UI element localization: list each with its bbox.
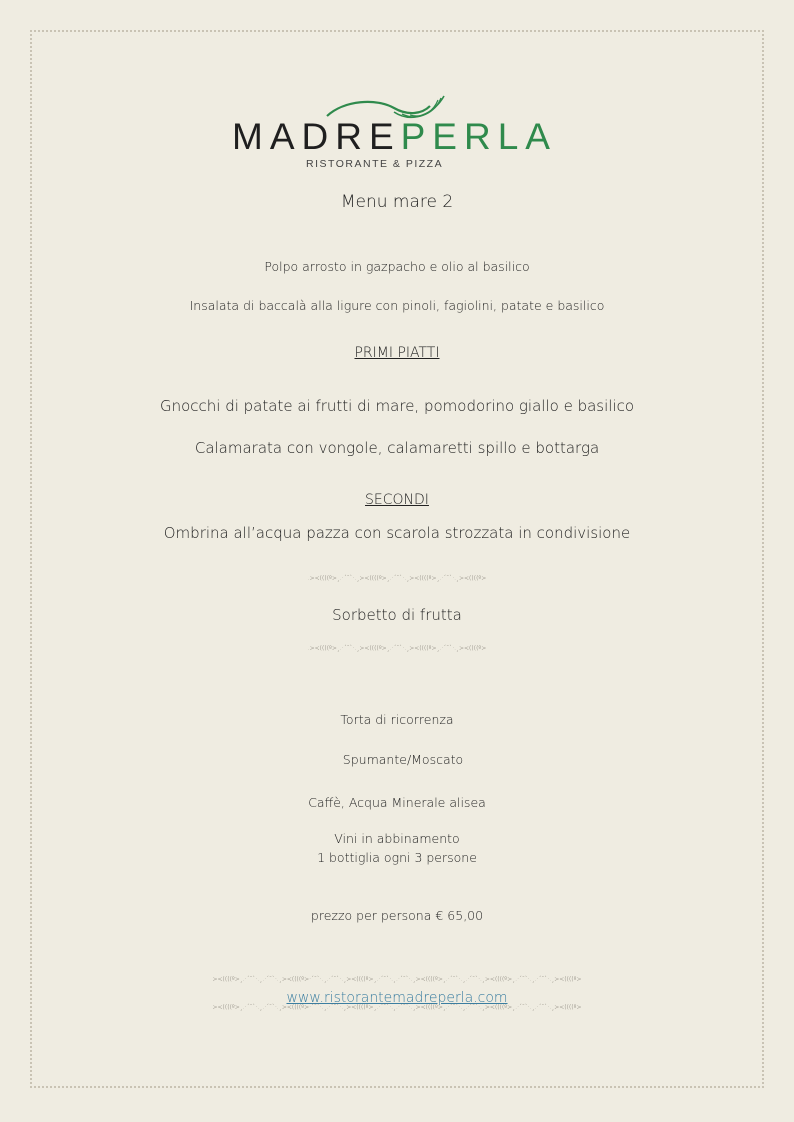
brand-tagline: RISTORANTE & PIZZA — [306, 158, 444, 170]
price: prezzo per persona € 65,00 — [310, 908, 484, 923]
brand-madre: MADRE — [232, 116, 401, 157]
brand-name — [232, 116, 557, 157]
caffe-item: Caffè, Acqua Minerale alisea — [308, 795, 486, 810]
page-border — [30, 30, 764, 1088]
footer-fish-divider: ><((((º>¸.·´¯`·.¸.·´¯`·.¸><((((º>·´¯`·.¸.·´¯`·.¸><((((º>¸.·´¯`·.¸.·´¯`·.¸><((((º>¸.·´¯`·.¸.·´¯`·.¸><((((º>¸.·´¯`·.¸.·´¯`·.¸><((((º> — [212, 976, 582, 983]
antipasto-item: Polpo arrosto in gazpacho e olio al basilico — [264, 259, 530, 274]
vini-line-2: 1 bottiglia ogni 3 persone — [317, 850, 477, 865]
primi-item: Gnocchi di patate ai frutti di mare, pomodorino giallo e basilico — [159, 397, 635, 415]
footer-fish-divider: ><((((º>¸.·´¯`·.¸.·´¯`·.¸><((((º>·´¯`·.¸.·´¯`·.¸><((((º>¸.·´¯`·.¸.·´¯`·.¸><((((º>¸.·´¯`·.¸.·´¯`·.¸><((((º>¸.·´¯`·.¸.·´¯`·.¸><((((º> — [212, 1004, 582, 1011]
primi-heading: PRIMI PIATTI — [354, 345, 440, 361]
secondi-heading: SECONDI — [365, 492, 429, 508]
sorbetto-item: Sorbetto di frutta — [332, 606, 462, 624]
brand-perla: PERLA — [400, 116, 557, 157]
torta-item: Torta di ricorrenza — [340, 712, 454, 727]
antipasto-item: Insalata di baccalà alla ligure con pinoli, fagiolini, patate e basilico — [189, 298, 605, 313]
fish-divider: .><((((º>¸.·´¯`·.¸><((((º>¸.·´¯`·.¸><((((º>¸.·´¯`·.¸><((((º> — [307, 575, 487, 582]
secondi-item: Ombrina all’acqua pazza con scarola strozzata in condivisione — [163, 524, 631, 542]
fish-divider: .><((((º>¸.·´¯`·.¸><((((º>¸.·´¯`·.¸><((((º>¸.·´¯`·.¸><((((º> — [307, 645, 487, 652]
primi-item: Calamarata con vongole, calamaretti spillo e bottarga — [194, 439, 600, 457]
website-link[interactable]: www.ristorantemadreperla.com — [286, 990, 508, 1006]
spumante-item: Spumante/Moscato — [342, 752, 464, 767]
vini-line-1: Vini in abbinamento — [334, 831, 460, 846]
menu-title: Menu mare 2 — [340, 192, 454, 212]
